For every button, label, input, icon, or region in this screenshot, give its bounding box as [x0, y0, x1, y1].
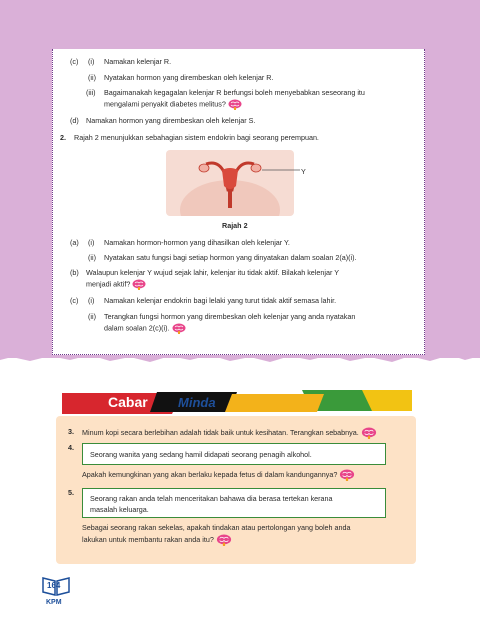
- label-pointer-line: [262, 167, 300, 173]
- marker-c2: (c): [70, 296, 79, 305]
- question-3-text: Minum kopi secara berlebihan adalah tidak baik untuk kesihatan. Terangkan sebabnya.: [82, 427, 359, 437]
- question-3-row: [82, 427, 377, 439]
- marker-c2-i: (i): [88, 296, 95, 305]
- question-5-line2: lakukan untuk membantu rakan anda itu?: [82, 534, 214, 544]
- question-a-ii: Nyatakan satu fungsi bagi setiap hormon yang dinyatakan dalam soalan 2(a)(i).: [104, 253, 357, 262]
- brain-icon: [339, 469, 355, 481]
- marker-c-iii: (iii): [86, 88, 96, 97]
- brain-icon: [228, 99, 242, 110]
- question-4-text: Apakah kemungkinan yang akan berlaku kepada fetus di dalam kandungannya?: [82, 469, 338, 479]
- question-5-number: 5.: [68, 488, 74, 497]
- marker-a-ii: (ii): [88, 253, 96, 262]
- banner-minda: Minda: [178, 395, 216, 410]
- marker-c-ii: (ii): [88, 73, 96, 82]
- question-c-iii-line1: Bagaimanakah kegagalan kelenjar R berfungsi boleh menyebabkan seseorang itu: [104, 88, 365, 97]
- brain-icon: [361, 427, 377, 439]
- question-4-scenario: Seorang wanita yang sedang hamil didapati seorang penagih alkohol.: [90, 450, 312, 459]
- brain-icon: [216, 534, 232, 546]
- banner-cabar: Cabar: [108, 394, 148, 410]
- question-c-i: Namakan kelenjar R.: [104, 57, 172, 66]
- marker-c2-ii: (ii): [88, 312, 96, 321]
- question-c2-ii-row: [104, 323, 186, 334]
- question-d: Namakan hormon yang dirembeskan oleh kelenjar S.: [86, 116, 256, 125]
- question-5-scenario-line2: masalah keluarga.: [90, 505, 149, 514]
- question-b-line2: menjadi aktif?: [86, 279, 131, 289]
- question-b-line1: Walaupun kelenjar Y wujud sejak lahir, kelenjar itu tidak aktif. Bilakah kelenjar Y: [86, 268, 340, 277]
- question-2-number: 2.: [60, 133, 66, 142]
- question-a-i: Namakan hormon-hormon yang dihasilkan oleh kelenjar Y.: [104, 238, 290, 247]
- figure-caption: Rajah 2: [222, 221, 248, 230]
- question-c2-ii-line1: Terangkan fungsi hormon yang dirembeskan oleh kelenjar yang anda nyatakan: [104, 312, 356, 321]
- marker-c: (c): [70, 57, 79, 66]
- question-c2-ii-line2: dalam soalan 2(c)(i).: [104, 323, 170, 333]
- brain-icon: [132, 279, 146, 290]
- brain-icon: [172, 323, 186, 334]
- page-number-badge: [41, 576, 71, 606]
- question-4-row: [82, 469, 355, 481]
- marker-a-i: (i): [88, 238, 95, 247]
- marker-c-i: (i): [88, 57, 95, 66]
- marker-a: (a): [70, 238, 79, 247]
- question-c-iii-row: [104, 99, 242, 110]
- question-5-row: [82, 534, 232, 546]
- question-c-ii: Nyatakan hormon yang dirembeskan oleh kelenjar R.: [104, 73, 274, 82]
- publisher-label: KPM: [46, 599, 62, 606]
- question-2-text: Rajah 2 menunjukkan sebahagian sistem endokrin bagi seorang perempuan.: [74, 133, 319, 142]
- question-5-line1: Sebagai seorang rakan sekelas, apakah tindakan atau pertolongan yang boleh anda: [82, 523, 351, 532]
- question-c-iii-line2: mengalami penyakit diabetes melitus?: [104, 99, 226, 109]
- uterus-illustration: [166, 150, 294, 216]
- question-4-number: 4.: [68, 443, 74, 452]
- marker-b: (b): [70, 268, 79, 277]
- marker-d: (d): [70, 116, 79, 125]
- question-3-number: 3.: [68, 427, 74, 436]
- question-c2-i: Namakan kelenjar endokrin bagi lelaki yang turut tidak aktif semasa lahir.: [104, 296, 337, 305]
- page-number: 164: [47, 581, 61, 590]
- question-5-scenario-line1: Seorang rakan anda telah menceritakan bahawa dia berasa tertekan kerana: [90, 494, 333, 503]
- question-b-row: [86, 279, 146, 290]
- label-y: Y: [301, 167, 306, 176]
